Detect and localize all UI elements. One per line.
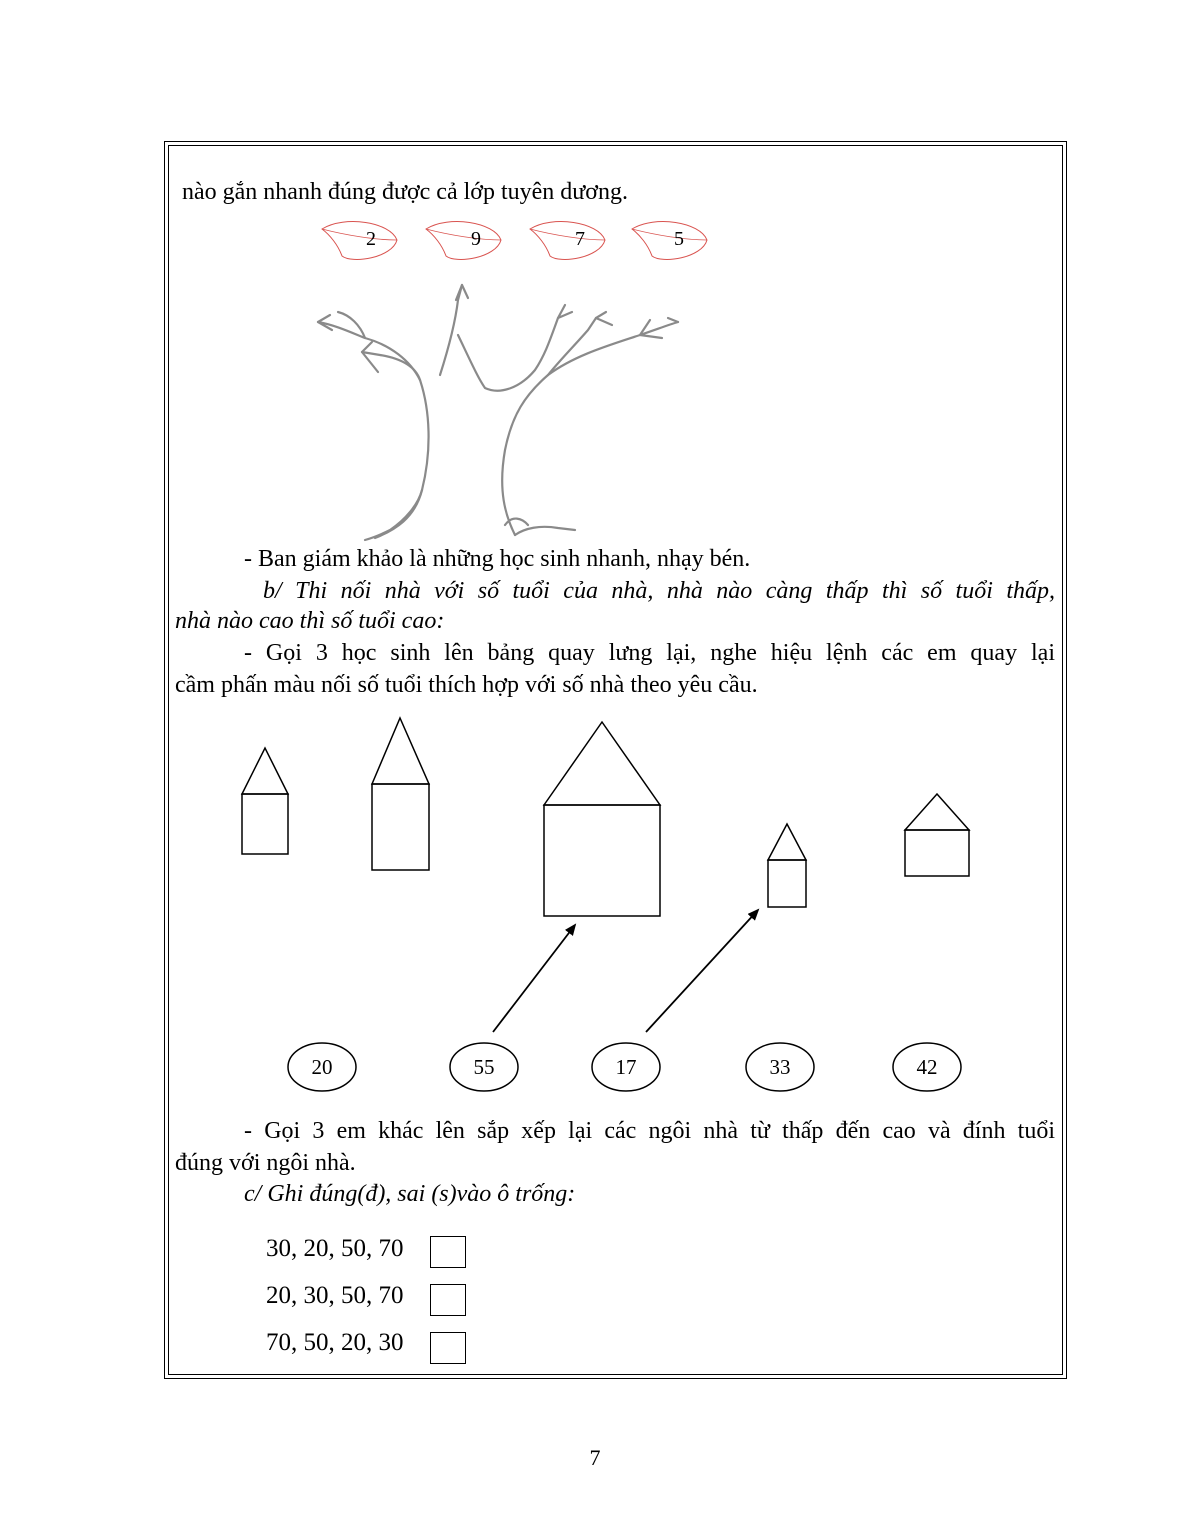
instruction-2-line-2: đúng với ngôi nhà.	[175, 1150, 356, 1176]
house-5	[905, 794, 969, 876]
page-number: 7	[589, 1445, 601, 1470]
age-label-5: 42	[916, 1055, 938, 1079]
sequence-2: 20, 30, 50, 70	[266, 1282, 404, 1309]
arrow-55-to-house-3	[493, 925, 575, 1032]
leaf-number-2: 9	[471, 228, 481, 250]
leaf-number-4: 5	[674, 228, 684, 250]
judges-text: Ban giám khảo là những học sinh nhanh, nhạy bén.	[258, 546, 751, 572]
text-line-1: nào gắn nhanh đúng được cả lớp tuyên dương.	[182, 179, 628, 205]
house-1	[242, 748, 288, 854]
instruction-2-line-1: - Gọi 3 em khác lên sắp xếp lại các ngôi nhà từ thấp đến cao và đính tuổi	[244, 1118, 1055, 1144]
age-label-3: 17	[615, 1055, 637, 1079]
house-3	[544, 722, 660, 916]
house-4	[768, 824, 806, 907]
leaf-number-1: 2	[366, 228, 376, 250]
judges-line	[244, 543, 750, 575]
sequence-1: 30, 20, 50, 70	[266, 1235, 404, 1262]
answer-box-3[interactable]	[430, 1332, 466, 1364]
age-label-4: 33	[769, 1055, 791, 1079]
age-label-1: 20	[311, 1055, 333, 1079]
leaf-number-3: 7	[575, 228, 585, 250]
section-b-title-2: nhà nào cao thì số tuổi cao:	[175, 608, 445, 634]
tree-drawing	[318, 285, 678, 540]
sequence-3: 70, 50, 20, 30	[266, 1329, 404, 1356]
instruction-1-line-2: cầm phấn màu nối số tuổi thích hợp với số nhà theo yêu cầu.	[175, 672, 758, 698]
section-c-title: c/ Ghi đúng(đ), sai (s)vào ô trống:	[244, 1181, 576, 1207]
instruction-1-line-1: - Gọi 3 học sinh lên bảng quay lưng lại, nghe hiệu lệnh các em quay lại	[244, 640, 1055, 666]
section-b-title-1: b/ Thi nối nhà với số tuổi của nhà, nhà nào càng thấp thì số tuổi thấp,	[263, 578, 1055, 604]
answer-box-2[interactable]	[430, 1284, 466, 1316]
bullet: -	[244, 546, 252, 572]
house-2	[372, 718, 429, 870]
answer-box-1[interactable]	[430, 1236, 466, 1268]
age-label-2: 55	[473, 1055, 495, 1079]
arrow-17-to-house-4	[646, 910, 758, 1032]
